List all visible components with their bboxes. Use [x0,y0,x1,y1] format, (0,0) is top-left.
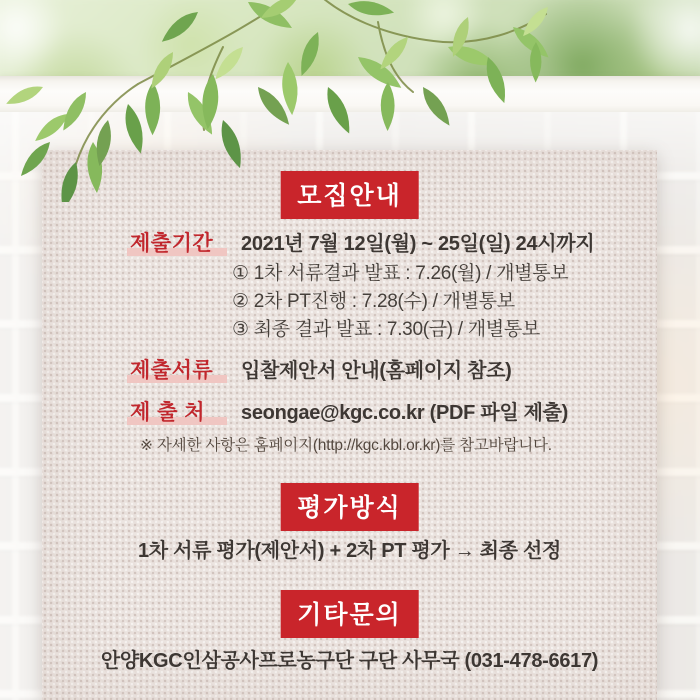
submission-documents-value: 입찰제안서 안내(홈페이지 참조) [241,360,512,382]
submission-period-label: 제출기간 [130,227,226,257]
schedule-item: ③ 최종 결과 발표 : 7.30(금) / 개별통보 [232,319,540,340]
evaluation-badge: 평가방식 [280,483,419,531]
submission-documents-label: 제출서류 [130,354,226,384]
recruitment-badge: 모집안내 [280,171,419,219]
submit-to-label: 제 출 처 [130,396,226,426]
submission-documents-row [130,354,512,384]
announcement-poster [42,150,657,700]
evaluation-method-line: 1차 서류 평가(제안서) + 2차 PT 평가 → 최종 선정 [137,540,561,562]
submission-period-row [130,227,594,257]
wall-ledge [0,76,700,114]
schedule-item: ② 2차 PT진행 : 7.28(수) / 개별통보 [232,291,515,312]
inquiry-badge: 기타문의 [280,590,419,638]
inquiry-contact-line: 안양KGC인삼공사프로농구단 구단 사무국 (031-478-6617) [100,650,599,672]
schedule-item: ① 1차 서류결과 발표 : 7.26(월) / 개별통보 [232,263,569,284]
result-schedule-list [232,260,568,344]
submit-to-value: seongae@kgc.co.kr (PDF 파일 제출) [241,402,569,424]
submission-period-value: 2021년 7월 12일(월) ~ 25일(일) 24시까지 [241,233,595,255]
website-note: ※ 자세한 사항은 홈페이지(http://kgc.kbl.or.kr)를 참고바랍니다. [140,437,552,454]
submit-to-row [130,396,568,426]
